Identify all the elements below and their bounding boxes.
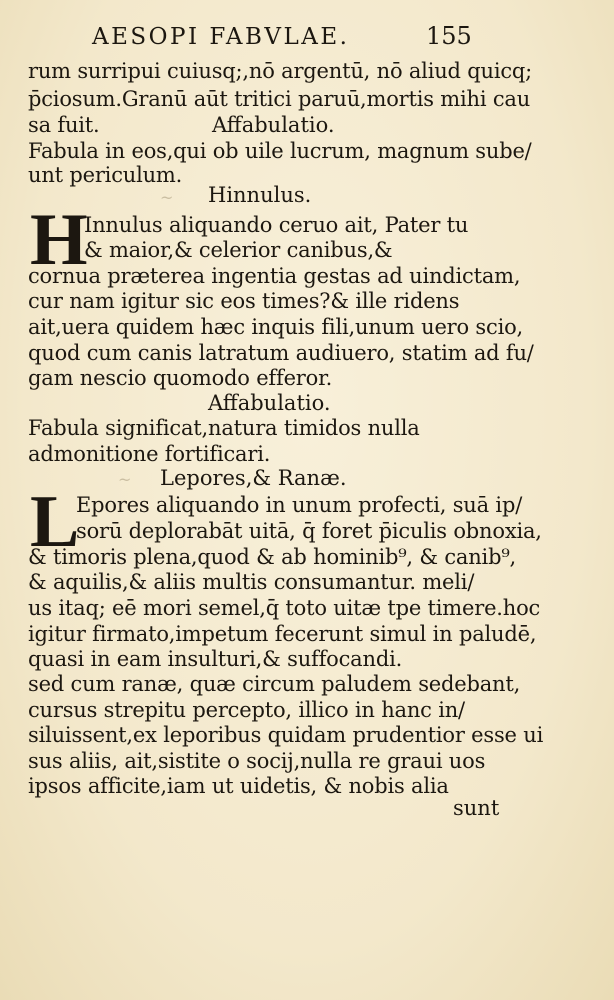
moral-line: Fabula significat,natura timidos nulla [28,416,420,440]
text-line: sed cum ranæ, quæ circum paludem sedebant, [28,672,521,696]
affabulatio-heading: Affabulatio. [208,391,331,415]
catchword: sunt [453,796,500,820]
drop-cap-initial: H [30,199,88,281]
fable-title: Lepores,& Ranæ. [160,466,347,490]
fable-title: Hinnulus. [208,183,312,207]
text-line: quasi in eam insulturi,& suffocandi. [28,647,403,671]
ink-smudge: ~ [160,188,174,207]
text-line: & maior,& celerior canibus,& [84,238,393,262]
text-line: & aquilis,& aliis multis consumantur. meli/ [28,570,475,594]
text-line: siluissent,ex leporibus quidam prudentior esse ui [28,723,544,747]
text-line: cornua præterea ingentia gestas ad uindictam, [28,264,521,288]
text-line: us itaq; eē mori semel,q̄ toto uitæ tpe timere.hoc [28,596,541,620]
text-line: p̄ciosum.Granū aūt tritici paruū,mortis mihi cau [28,87,531,111]
text-line: quod cum canis latratum audiuero, statim ad fu/ [28,341,534,365]
text-line: Innulus aliquando ceruo ait, Pater tu [84,213,469,237]
text-line: cursus strepitu percepto, illico in hanc in/ [28,698,465,722]
text-line: sa fuit. [28,113,100,137]
text-line: ait,uera quidem hæc inquis fili,unum uero scio, [28,315,524,339]
text-line: gam nescio quomodo efferor. [28,366,333,390]
affabulatio-heading: Affabulatio. [212,113,335,137]
text-line: Epores aliquando in unum profecti, suā ip/ [76,493,523,517]
text-line: igitur firmato,impetum fecerunt simul in paludē, [28,622,537,646]
text-line: sus aliis, ait,sistite o socij,nulla re graui uos [28,749,486,773]
drop-cap-initial: L [30,481,80,563]
moral-line: Fabula in eos,qui ob uile lucrum, magnum sube/ [28,139,532,163]
text-line: sorū deplorabāt uitā, q̄ foret p̄iculis obnoxia, [76,519,542,543]
text-line: ipsos afficite,iam ut uidetis, & nobis alia [28,774,449,798]
page-number: 155 [426,22,472,50]
running-header: AESOPI FABVLAE. [92,24,350,50]
moral-line: unt periculum. [28,163,183,187]
text-line: cur nam igitur sic eos times?& ille ridens [28,289,460,313]
moral-line: admonitione fortificari. [28,442,271,466]
ink-smudge: ~ [118,470,132,489]
text-line: rum surripui cuiusq;,nō argentū, nō aliud quicq; [28,59,533,83]
text-line: & timoris plena,quod & ab hominib⁹, & canib⁹, [28,545,517,569]
